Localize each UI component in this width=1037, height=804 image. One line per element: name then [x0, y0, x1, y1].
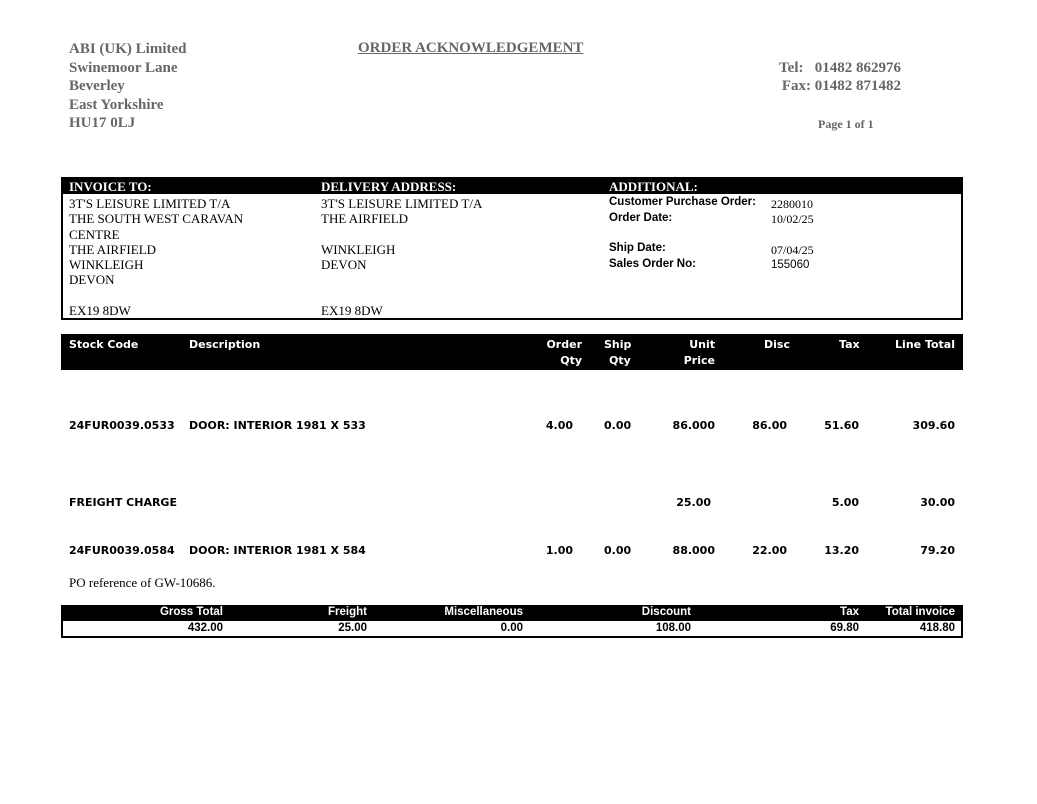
table-row	[61, 496, 963, 512]
additional-header: ADDITIONAL:	[609, 179, 698, 194]
delivery-line: EX19 8DW	[321, 303, 383, 319]
po-reference-note: PO reference of GW-10686.	[69, 575, 216, 590]
order-date-label: Order Date:	[609, 212, 673, 224]
ship-date-value: 07/04/25	[771, 243, 814, 257]
col-unit-price-line1: Unit	[689, 338, 715, 351]
delivery-address	[321, 196, 482, 318]
col-stock-code: Stock Code	[69, 338, 139, 351]
delivery-line	[321, 288, 482, 303]
invoice-line: CENTRE	[69, 226, 120, 242]
invoice-to-address	[69, 196, 243, 318]
delivery-address-header: DELIVERY ADDRESS:	[321, 179, 457, 194]
company-name: ABI (UK) Limited	[69, 41, 187, 57]
line-total: 309.60	[912, 419, 955, 432]
line-total: 79.20	[920, 544, 955, 557]
address-box-header	[63, 179, 961, 194]
delivery-line: THE AIRFIELD	[321, 211, 409, 227]
col-unit-price	[661, 337, 715, 369]
invoice-line: DEVON	[69, 272, 115, 288]
total-invoice-label: Total invoice	[885, 606, 955, 618]
invoice-line: THE SOUTH WEST CARAVAN	[69, 211, 244, 227]
totals-header	[61, 605, 963, 621]
discount-value: 108.00	[655, 622, 691, 634]
tax-total-label: Tax	[840, 606, 859, 618]
col-tax: Tax	[839, 338, 860, 351]
company-block	[69, 40, 187, 133]
invoice-line: WINKLEIGH	[69, 257, 144, 273]
ship-qty: 0.00	[604, 544, 632, 557]
address-box	[61, 177, 963, 320]
misc-label: Miscellaneous	[444, 606, 523, 618]
col-ship-qty	[604, 337, 631, 369]
description: DOOR: INTERIOR 1981 X 533	[189, 419, 366, 432]
company-address-line-3: East Yorkshire	[69, 96, 164, 113]
contact-block	[779, 59, 901, 95]
company-address-line-4: HU17 0LJ	[69, 115, 136, 131]
discount-label: Discount	[641, 606, 691, 618]
cpo-value: 2280010	[771, 197, 813, 211]
stock-code: 24FUR0039.0584	[69, 544, 175, 557]
stock-code: 24FUR0039.0533	[69, 419, 175, 432]
gross-total-value: 432.00	[187, 622, 223, 634]
document-title: ORDER ACKNOWLEDGEMENT	[358, 40, 584, 56]
order-date-value: 10/02/25	[771, 212, 814, 226]
items-table-header	[61, 334, 963, 370]
ship-date-label: Ship Date:	[609, 242, 666, 254]
freight-value: 25.00	[338, 622, 367, 634]
delivery-line: DEVON	[321, 257, 367, 273]
line-total: 30.00	[920, 496, 955, 509]
col-line-total: Line Total	[895, 338, 955, 351]
delivery-line: WINKLEIGH	[321, 241, 396, 257]
sales-order-label: Sales Order No:	[609, 258, 696, 270]
tel-number: Tel: 01482 862976	[779, 60, 901, 76]
cpo-label: Customer Purchase Order:	[609, 196, 756, 208]
ship-qty: 0.00	[604, 419, 632, 432]
company-address-line-1: Swinemoor Lane	[69, 59, 178, 76]
order-qty: 4.00	[545, 419, 573, 432]
tax: 51.60	[824, 419, 859, 432]
col-disc: Disc	[764, 338, 790, 351]
col-order-qty-line2: Qty	[560, 354, 582, 367]
invoice-line: THE AIRFIELD	[69, 241, 157, 257]
tax: 5.00	[831, 496, 859, 509]
col-description: Description	[189, 338, 261, 351]
total-invoice-value: 418.80	[919, 622, 955, 634]
freight-label: Freight	[328, 606, 367, 618]
table-row	[61, 419, 963, 435]
tax: 13.20	[824, 544, 859, 557]
tax-total-value: 69.80	[830, 622, 859, 634]
fax-number: Fax: 01482 871482	[781, 78, 901, 94]
col-unit-price-line2: Price	[683, 354, 715, 367]
disc: 86.00	[752, 419, 787, 432]
invoice-line: EX19 8DW	[69, 303, 131, 319]
gross-total-label: Gross Total	[159, 606, 223, 618]
unit-price: 25.00	[676, 496, 711, 509]
delivery-line	[321, 272, 482, 287]
description: DOOR: INTERIOR 1981 X 584	[189, 544, 366, 557]
col-order-qty-line1: Order	[546, 338, 582, 351]
delivery-line	[321, 227, 482, 242]
misc-value: 0.00	[500, 622, 523, 634]
invoice-to-header: INVOICE TO:	[69, 179, 152, 194]
invoice-line	[69, 288, 243, 303]
sales-order-value: 155060	[771, 259, 810, 271]
unit-price: 86.000	[672, 419, 715, 432]
unit-price: 88.000	[672, 544, 715, 557]
stock-code: FREIGHT CHARGE	[69, 496, 177, 509]
table-row	[61, 544, 963, 560]
invoice-line: 3T'S LEISURE LIMITED T/A	[69, 196, 231, 211]
disc: 22.00	[752, 544, 787, 557]
order-qty: 1.00	[545, 544, 573, 557]
company-address-line-2: Beverley	[69, 78, 125, 94]
delivery-line: 3T'S LEISURE LIMITED T/A	[321, 196, 483, 211]
col-ship-qty-line2: Qty	[609, 354, 631, 367]
totals-box	[61, 605, 963, 638]
col-order-qty	[531, 337, 582, 369]
page-number: Page 1 of 1	[818, 117, 874, 131]
col-ship-qty-line1: Ship	[604, 338, 632, 351]
